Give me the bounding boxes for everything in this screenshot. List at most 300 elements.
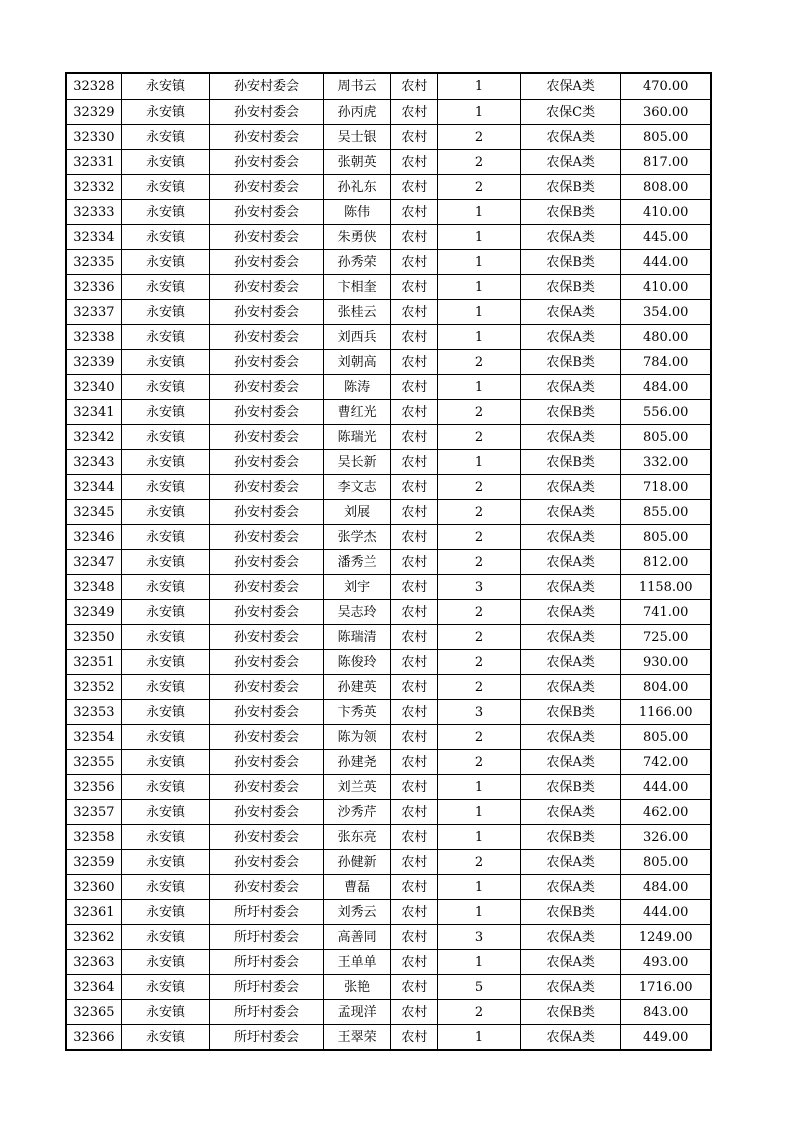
cell-residence-type: 农村 <box>391 625 438 649</box>
cell-record-id: 32335 <box>67 250 122 274</box>
cell-person-name: 高善同 <box>324 925 392 949</box>
cell-insurance-type: 农保A类 <box>521 150 622 174</box>
cell-record-id: 32365 <box>67 1000 122 1024</box>
cell-record-id: 32351 <box>67 650 122 674</box>
cell-person-name: 周书云 <box>324 74 392 99</box>
table-row <box>67 474 710 499</box>
table-row <box>67 874 710 899</box>
table-row <box>67 174 710 199</box>
cell-amount: 805.00 <box>642 854 689 870</box>
cell-village-committee: 孙安村委会 <box>210 150 323 174</box>
cell-person-count: 2 <box>438 525 521 549</box>
table-row <box>67 374 710 399</box>
cell-residence-type: 农村 <box>391 975 438 999</box>
cell-town: 永安镇 <box>122 375 211 399</box>
cell-residence-type: 农村 <box>391 100 438 124</box>
cell-residence-type: 农村 <box>391 425 438 449</box>
cell-record-id: 32343 <box>67 450 122 474</box>
cell-insurance-type: 农保A类 <box>521 550 622 574</box>
cell-record-id: 32341 <box>67 400 122 424</box>
cell-village-committee: 所圩村委会 <box>210 975 323 999</box>
cell-person-count: 2 <box>438 550 521 574</box>
table-row <box>67 499 710 524</box>
table-row <box>67 399 710 424</box>
cell-insurance-type: 农保A类 <box>521 850 622 874</box>
cell-village-committee: 孙安村委会 <box>210 375 323 399</box>
cell-village-committee: 所圩村委会 <box>210 900 323 924</box>
table-row <box>67 824 710 849</box>
cell-person-name: 孙秀荣 <box>324 250 392 274</box>
cell-town: 永安镇 <box>122 175 211 199</box>
cell-record-id: 32357 <box>67 800 122 824</box>
cell-town: 永安镇 <box>122 800 211 824</box>
cell-town: 永安镇 <box>122 225 211 249</box>
cell-person-name: 孟现洋 <box>324 1000 392 1024</box>
cell-village-committee: 孙安村委会 <box>210 450 323 474</box>
cell-insurance-type: 农保A类 <box>521 500 622 524</box>
cell-person-name: 刘朝高 <box>324 350 392 374</box>
cell-town: 永安镇 <box>122 74 211 99</box>
table-row <box>67 99 710 124</box>
cell-town: 永安镇 <box>122 150 211 174</box>
cell-amount: 556.00 <box>642 404 689 420</box>
cell-person-name: 吴长新 <box>324 450 392 474</box>
cell-person-count: 5 <box>438 975 521 999</box>
cell-record-id: 32355 <box>67 750 122 774</box>
cell-village-committee: 孙安村委会 <box>210 275 323 299</box>
cell-residence-type: 农村 <box>391 950 438 974</box>
cell-amount: 410.00 <box>642 279 689 295</box>
cell-insurance-type: 农保A类 <box>521 600 622 624</box>
cell-person-count: 2 <box>438 750 521 774</box>
cell-amount: 470.00 <box>642 79 689 94</box>
cell-residence-type: 农村 <box>391 700 438 724</box>
cell-village-committee: 孙安村委会 <box>210 875 323 899</box>
cell-residence-type: 农村 <box>391 500 438 524</box>
cell-person-count: 2 <box>438 500 521 524</box>
cell-person-name: 张桂云 <box>324 300 392 324</box>
cell-insurance-type: 农保A类 <box>521 74 622 99</box>
cell-amount: 742.00 <box>642 754 689 770</box>
cell-person-name: 孙丙虎 <box>324 100 392 124</box>
cell-village-committee: 孙安村委会 <box>210 700 323 724</box>
cell-person-name: 曹磊 <box>324 875 392 899</box>
cell-residence-type: 农村 <box>391 400 438 424</box>
cell-town: 永安镇 <box>122 850 211 874</box>
cell-amount: 444.00 <box>642 904 689 920</box>
cell-town: 永安镇 <box>122 100 211 124</box>
cell-insurance-type: 农保A类 <box>521 325 622 349</box>
cell-record-id: 32354 <box>67 725 122 749</box>
cell-residence-type: 农村 <box>391 925 438 949</box>
cell-person-name: 张朝英 <box>324 150 392 174</box>
cell-town: 永安镇 <box>122 700 211 724</box>
cell-town: 永安镇 <box>122 675 211 699</box>
cell-person-name: 刘西兵 <box>324 325 392 349</box>
cell-person-count: 2 <box>438 850 521 874</box>
cell-amount: 493.00 <box>642 954 689 970</box>
cell-residence-type: 农村 <box>391 250 438 274</box>
cell-village-committee: 孙安村委会 <box>210 100 323 124</box>
cell-insurance-type: 农保A类 <box>521 800 622 824</box>
cell-record-id: 32334 <box>67 225 122 249</box>
cell-person-name: 陈瑞光 <box>324 425 392 449</box>
cell-town: 永安镇 <box>122 350 211 374</box>
table-row <box>67 699 710 724</box>
cell-village-committee: 孙安村委会 <box>210 850 323 874</box>
cell-town: 永安镇 <box>122 275 211 299</box>
cell-amount: 1249.00 <box>638 929 693 945</box>
cell-residence-type: 农村 <box>391 850 438 874</box>
cell-amount: 445.00 <box>642 229 689 245</box>
cell-residence-type: 农村 <box>391 74 438 99</box>
cell-person-name: 刘兰英 <box>324 775 392 799</box>
table-row <box>67 274 710 299</box>
cell-amount: 804.00 <box>642 679 689 695</box>
cell-residence-type: 农村 <box>391 825 438 849</box>
cell-town: 永安镇 <box>122 1025 211 1049</box>
cell-residence-type: 农村 <box>391 300 438 324</box>
cell-amount: 444.00 <box>642 779 689 795</box>
cell-record-id: 32366 <box>67 1025 122 1049</box>
cell-village-committee: 孙安村委会 <box>210 575 323 599</box>
cell-person-name: 陈涛 <box>324 375 392 399</box>
cell-insurance-type: 农保B类 <box>521 275 622 299</box>
cell-amount: 784.00 <box>642 354 689 370</box>
cell-residence-type: 农村 <box>391 175 438 199</box>
table-row <box>67 624 710 649</box>
cell-record-id: 32353 <box>67 700 122 724</box>
cell-person-name: 陈伟 <box>324 200 392 224</box>
cell-town: 永安镇 <box>122 900 211 924</box>
table-row <box>67 749 710 774</box>
cell-person-name: 卞秀英 <box>324 700 392 724</box>
cell-person-name: 刘秀云 <box>324 900 392 924</box>
cell-person-count: 3 <box>438 700 521 724</box>
table-row <box>67 549 710 574</box>
cell-record-id: 32347 <box>67 550 122 574</box>
cell-insurance-type: 农保A类 <box>521 225 622 249</box>
cell-village-committee: 孙安村委会 <box>210 725 323 749</box>
cell-record-id: 32330 <box>67 125 122 149</box>
cell-record-id: 32337 <box>67 300 122 324</box>
cell-town: 永安镇 <box>122 475 211 499</box>
cell-amount: 843.00 <box>642 1004 689 1020</box>
cell-residence-type: 农村 <box>391 600 438 624</box>
records-table <box>65 72 712 1051</box>
table-row <box>67 299 710 324</box>
table-row <box>67 849 710 874</box>
cell-amount: 741.00 <box>642 604 689 620</box>
cell-insurance-type: 农保B类 <box>521 775 622 799</box>
cell-person-name: 沙秀芹 <box>324 800 392 824</box>
cell-person-count: 1 <box>438 74 521 99</box>
cell-person-count: 1 <box>438 775 521 799</box>
cell-insurance-type: 农保B类 <box>521 175 622 199</box>
cell-person-count: 1 <box>438 450 521 474</box>
cell-town: 永安镇 <box>122 425 211 449</box>
cell-person-count: 1 <box>438 800 521 824</box>
cell-person-name: 刘宇 <box>324 575 392 599</box>
cell-person-name: 孙健新 <box>324 850 392 874</box>
cell-record-id: 32349 <box>67 600 122 624</box>
cell-amount: 449.00 <box>642 1029 689 1045</box>
cell-village-committee: 孙安村委会 <box>210 74 323 99</box>
cell-village-committee: 孙安村委会 <box>210 325 323 349</box>
table-row <box>67 74 710 99</box>
cell-village-committee: 孙安村委会 <box>210 225 323 249</box>
cell-residence-type: 农村 <box>391 675 438 699</box>
cell-residence-type: 农村 <box>391 350 438 374</box>
cell-insurance-type: 农保C类 <box>521 100 622 124</box>
table-row <box>67 324 710 349</box>
cell-person-name: 潘秀兰 <box>324 550 392 574</box>
cell-person-count: 2 <box>438 400 521 424</box>
cell-person-count: 1 <box>438 275 521 299</box>
cell-town: 永安镇 <box>122 825 211 849</box>
cell-record-id: 32352 <box>67 675 122 699</box>
cell-insurance-type: 农保B类 <box>521 450 622 474</box>
cell-insurance-type: 农保A类 <box>521 475 622 499</box>
cell-village-committee: 孙安村委会 <box>210 825 323 849</box>
cell-town: 永安镇 <box>122 750 211 774</box>
cell-town: 永安镇 <box>122 500 211 524</box>
cell-record-id: 32339 <box>67 350 122 374</box>
table-row <box>67 649 710 674</box>
cell-town: 永安镇 <box>122 300 211 324</box>
cell-person-name: 吴士银 <box>324 125 392 149</box>
cell-person-name: 刘展 <box>324 500 392 524</box>
cell-town: 永安镇 <box>122 925 211 949</box>
cell-insurance-type: 农保A类 <box>521 575 622 599</box>
cell-person-name: 陈瑞清 <box>324 625 392 649</box>
cell-village-committee: 孙安村委会 <box>210 475 323 499</box>
cell-insurance-type: 农保B类 <box>521 825 622 849</box>
cell-amount: 808.00 <box>642 179 689 195</box>
cell-residence-type: 农村 <box>391 450 438 474</box>
cell-insurance-type: 农保A类 <box>521 525 622 549</box>
cell-village-committee: 孙安村委会 <box>210 400 323 424</box>
cell-residence-type: 农村 <box>391 775 438 799</box>
cell-insurance-type: 农保B类 <box>521 250 622 274</box>
cell-town: 永安镇 <box>122 775 211 799</box>
table-row <box>67 449 710 474</box>
cell-residence-type: 农村 <box>391 375 438 399</box>
table-row <box>67 1024 710 1049</box>
cell-insurance-type: 农保A类 <box>521 750 622 774</box>
cell-person-count: 2 <box>438 725 521 749</box>
cell-village-committee: 孙安村委会 <box>210 425 323 449</box>
cell-village-committee: 所圩村委会 <box>210 1000 323 1024</box>
cell-insurance-type: 农保B类 <box>521 200 622 224</box>
cell-person-count: 2 <box>438 650 521 674</box>
cell-residence-type: 农村 <box>391 575 438 599</box>
cell-amount: 805.00 <box>642 729 689 745</box>
cell-town: 永安镇 <box>122 450 211 474</box>
cell-record-id: 32329 <box>67 100 122 124</box>
cell-person-count: 2 <box>438 125 521 149</box>
cell-insurance-type: 农保B类 <box>521 700 622 724</box>
cell-amount: 480.00 <box>642 329 689 345</box>
cell-town: 永安镇 <box>122 525 211 549</box>
cell-person-name: 王翠荣 <box>324 1025 392 1049</box>
cell-person-count: 1 <box>438 300 521 324</box>
table-row <box>67 999 710 1024</box>
cell-village-committee: 孙安村委会 <box>210 775 323 799</box>
cell-person-name: 张学杰 <box>324 525 392 549</box>
cell-amount: 930.00 <box>642 654 689 670</box>
cell-insurance-type: 农保B类 <box>521 900 622 924</box>
cell-record-id: 32332 <box>67 175 122 199</box>
cell-insurance-type: 农保A类 <box>521 875 622 899</box>
cell-person-count: 1 <box>438 900 521 924</box>
cell-record-id: 32360 <box>67 875 122 899</box>
cell-town: 永安镇 <box>122 575 211 599</box>
cell-village-committee: 孙安村委会 <box>210 625 323 649</box>
cell-town: 永安镇 <box>122 875 211 899</box>
cell-residence-type: 农村 <box>391 875 438 899</box>
cell-amount: 1158.00 <box>638 579 693 595</box>
cell-town: 永安镇 <box>122 650 211 674</box>
cell-residence-type: 农村 <box>391 225 438 249</box>
table-row <box>67 974 710 999</box>
cell-insurance-type: 农保A类 <box>521 675 622 699</box>
cell-amount: 805.00 <box>642 529 689 545</box>
table-row <box>67 774 710 799</box>
cell-record-id: 32328 <box>67 74 122 99</box>
cell-person-name: 曹红光 <box>324 400 392 424</box>
cell-village-committee: 孙安村委会 <box>210 300 323 324</box>
cell-record-id: 32338 <box>67 325 122 349</box>
cell-village-committee: 孙安村委会 <box>210 650 323 674</box>
cell-village-committee: 所圩村委会 <box>210 1025 323 1049</box>
cell-town: 永安镇 <box>122 325 211 349</box>
cell-amount: 805.00 <box>642 429 689 445</box>
cell-insurance-type: 农保B类 <box>521 1000 622 1024</box>
cell-person-count: 3 <box>438 925 521 949</box>
table-row <box>67 249 710 274</box>
cell-amount: 855.00 <box>642 504 689 520</box>
cell-record-id: 32362 <box>67 925 122 949</box>
cell-amount: 817.00 <box>642 154 689 170</box>
cell-record-id: 32348 <box>67 575 122 599</box>
cell-person-count: 2 <box>438 625 521 649</box>
cell-person-count: 2 <box>438 425 521 449</box>
cell-person-name: 陈俊玲 <box>324 650 392 674</box>
cell-residence-type: 农村 <box>391 200 438 224</box>
cell-person-count: 1 <box>438 950 521 974</box>
cell-amount: 805.00 <box>642 129 689 145</box>
cell-amount: 1716.00 <box>638 979 693 995</box>
cell-person-count: 1 <box>438 225 521 249</box>
cell-amount: 462.00 <box>642 804 689 820</box>
cell-person-count: 2 <box>438 675 521 699</box>
cell-residence-type: 农村 <box>391 475 438 499</box>
cell-village-committee: 孙安村委会 <box>210 750 323 774</box>
cell-person-name: 王单单 <box>324 950 392 974</box>
cell-record-id: 32331 <box>67 150 122 174</box>
cell-amount: 444.00 <box>642 254 689 270</box>
cell-town: 永安镇 <box>122 125 211 149</box>
cell-residence-type: 农村 <box>391 725 438 749</box>
cell-record-id: 32340 <box>67 375 122 399</box>
cell-person-name: 张东亮 <box>324 825 392 849</box>
cell-record-id: 32356 <box>67 775 122 799</box>
cell-town: 永安镇 <box>122 250 211 274</box>
cell-village-committee: 孙安村委会 <box>210 550 323 574</box>
cell-person-name: 陈为领 <box>324 725 392 749</box>
table-row <box>67 674 710 699</box>
cell-town: 永安镇 <box>122 1000 211 1024</box>
cell-residence-type: 农村 <box>391 900 438 924</box>
cell-person-count: 2 <box>438 600 521 624</box>
cell-person-name: 吴志玲 <box>324 600 392 624</box>
cell-residence-type: 农村 <box>391 275 438 299</box>
cell-town: 永安镇 <box>122 200 211 224</box>
table-row <box>67 224 710 249</box>
table-row <box>67 124 710 149</box>
cell-insurance-type: 农保B类 <box>521 350 622 374</box>
cell-village-committee: 孙安村委会 <box>210 675 323 699</box>
cell-residence-type: 农村 <box>391 800 438 824</box>
cell-person-name: 张艳 <box>324 975 392 999</box>
cell-person-count: 2 <box>438 175 521 199</box>
cell-person-count: 3 <box>438 575 521 599</box>
cell-record-id: 32358 <box>67 825 122 849</box>
cell-person-name: 朱勇侠 <box>324 225 392 249</box>
cell-residence-type: 农村 <box>391 1025 438 1049</box>
cell-insurance-type: 农保A类 <box>521 725 622 749</box>
cell-residence-type: 农村 <box>391 1000 438 1024</box>
cell-person-count: 1 <box>438 375 521 399</box>
cell-amount: 410.00 <box>642 204 689 220</box>
cell-town: 永安镇 <box>122 400 211 424</box>
cell-amount: 725.00 <box>642 629 689 645</box>
cell-record-id: 32359 <box>67 850 122 874</box>
cell-insurance-type: 农保A类 <box>521 125 622 149</box>
cell-amount: 326.00 <box>642 829 689 845</box>
cell-record-id: 32344 <box>67 475 122 499</box>
cell-amount: 360.00 <box>642 104 689 120</box>
cell-person-count: 1 <box>438 875 521 899</box>
cell-village-committee: 所圩村委会 <box>210 950 323 974</box>
cell-amount: 332.00 <box>642 454 689 470</box>
cell-amount: 1166.00 <box>638 704 693 720</box>
cell-person-name: 孙建英 <box>324 675 392 699</box>
cell-person-count: 1 <box>438 1025 521 1049</box>
cell-person-count: 2 <box>438 350 521 374</box>
cell-residence-type: 农村 <box>391 525 438 549</box>
cell-town: 永安镇 <box>122 725 211 749</box>
cell-person-name: 孙建尧 <box>324 750 392 774</box>
cell-record-id: 32345 <box>67 500 122 524</box>
table-row <box>67 924 710 949</box>
cell-residence-type: 农村 <box>391 550 438 574</box>
cell-amount: 718.00 <box>642 479 689 495</box>
cell-village-committee: 孙安村委会 <box>210 200 323 224</box>
table-row <box>67 799 710 824</box>
cell-person-name: 李文志 <box>324 475 392 499</box>
cell-person-count: 1 <box>438 100 521 124</box>
cell-village-committee: 孙安村委会 <box>210 600 323 624</box>
cell-village-committee: 所圩村委会 <box>210 925 323 949</box>
cell-residence-type: 农村 <box>391 325 438 349</box>
table-row <box>67 424 710 449</box>
cell-village-committee: 孙安村委会 <box>210 175 323 199</box>
cell-record-id: 32350 <box>67 625 122 649</box>
cell-amount: 354.00 <box>642 304 689 320</box>
cell-residence-type: 农村 <box>391 125 438 149</box>
